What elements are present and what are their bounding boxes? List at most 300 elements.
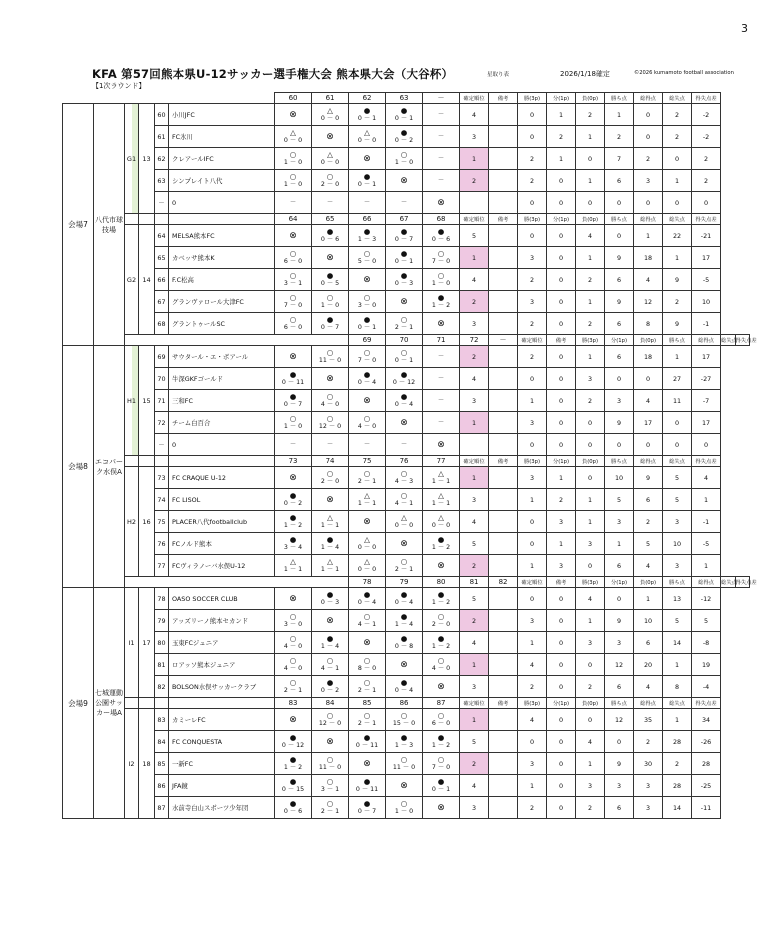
match-score: 2 － 1	[394, 565, 414, 573]
match-score: 0 － 3	[394, 279, 414, 287]
stat-w: 2	[518, 346, 547, 368]
opponent-number-header: 70	[386, 335, 423, 346]
stat-gf: 4	[634, 269, 663, 291]
match-result	[312, 368, 349, 390]
team-number: 68	[155, 313, 169, 335]
stat-w: 0	[518, 126, 547, 148]
remarks	[489, 269, 518, 291]
match-result	[312, 676, 349, 698]
remarks	[489, 797, 518, 819]
self-match-icon: ⊗	[400, 538, 408, 549]
stat-column-header: 勝(3p)	[518, 214, 547, 225]
match-result	[275, 148, 312, 170]
remarks	[489, 753, 518, 775]
result-mark: ●	[289, 754, 297, 764]
stat-l: 0	[576, 148, 605, 170]
team-number: 63	[155, 170, 169, 192]
match-result	[275, 588, 312, 610]
stat-pts: 0	[605, 731, 634, 753]
stat-ga: 3	[663, 511, 692, 533]
venue-name: 会場7	[63, 104, 94, 346]
stat-ga: 14	[663, 797, 692, 819]
match-result	[423, 467, 460, 489]
remarks	[489, 225, 518, 247]
result-mark: ○	[289, 248, 297, 258]
match-score: 0 － 1	[431, 785, 451, 793]
stat-column-header: 総失点	[721, 577, 735, 588]
opponent-number-header: 72	[460, 335, 489, 346]
final-rank: 3	[460, 390, 489, 412]
stat-w: 0	[518, 434, 547, 456]
match-result	[349, 368, 386, 390]
stat-gd: 0	[692, 192, 721, 214]
round-label: 【1次ラウンド】	[92, 82, 146, 90]
opponent-number-header: 87	[423, 698, 460, 709]
match-result	[349, 346, 386, 368]
result-mark: ●	[400, 127, 408, 137]
stat-ga: 3	[663, 555, 692, 577]
self-match-icon: ⊗	[289, 593, 297, 604]
stat-ga: 28	[663, 775, 692, 797]
stat-gf: 0	[634, 104, 663, 126]
match-score: 4 － 3	[394, 477, 414, 485]
remarks	[489, 412, 518, 434]
self-match-icon: ⊗	[400, 296, 408, 307]
final-rank	[460, 192, 489, 214]
match-score: 3 － 1	[320, 785, 340, 793]
result-mark: △	[364, 127, 370, 137]
remarks	[489, 588, 518, 610]
result-mark: ○	[326, 347, 334, 357]
match-result	[423, 434, 460, 456]
team-name: サウタール・エ・ボアール	[169, 346, 275, 368]
match-result	[349, 313, 386, 335]
result-mark: ●	[437, 589, 445, 599]
match-result	[275, 610, 312, 632]
venue-blank	[125, 577, 349, 588]
results-table	[62, 92, 757, 819]
match-result	[386, 225, 423, 247]
opponent-number-header: 62	[349, 93, 386, 104]
result-mark: ○	[363, 710, 371, 720]
stat-column-header: 確定順位	[460, 698, 489, 709]
opponent-number-header: 80	[423, 577, 460, 588]
stat-pts: 6	[605, 797, 634, 819]
opponent-number-header: 64	[275, 214, 312, 225]
self-match-icon: ⊗	[289, 714, 297, 725]
stat-w: 1	[518, 555, 547, 577]
match-score: 0 － 6	[431, 235, 451, 243]
stat-w: 3	[518, 753, 547, 775]
match-result	[349, 731, 386, 753]
stat-gf: 4	[634, 390, 663, 412]
result-mark: ●	[400, 732, 408, 742]
match-result	[386, 291, 423, 313]
team-number: 74	[155, 489, 169, 511]
result-mark: ○	[363, 677, 371, 687]
match-score: 0 － 0	[320, 114, 340, 122]
result-mark: ●	[289, 534, 297, 544]
match-result	[312, 610, 349, 632]
stat-pts: 0	[605, 192, 634, 214]
stat-l: 1	[576, 346, 605, 368]
match-result	[312, 192, 349, 214]
result-mark: ●	[326, 314, 334, 324]
stat-pts: 0	[605, 434, 634, 456]
match-score: 0 － 11	[355, 741, 379, 749]
result-mark: △	[327, 149, 333, 159]
stat-pts: 6	[605, 269, 634, 291]
team-number: 77	[155, 555, 169, 577]
match-result	[275, 225, 312, 247]
group-code: G1	[125, 104, 139, 214]
result-mark: ●	[437, 292, 445, 302]
match-score: 6 － 0	[283, 323, 303, 331]
match-score: 11 － 0	[318, 763, 342, 771]
result-mark: ○	[437, 248, 445, 258]
result-mark: ○	[289, 611, 297, 621]
stat-d: 0	[547, 610, 576, 632]
stat-gd: 17	[692, 346, 721, 368]
match-score: －	[437, 352, 445, 360]
match-result	[386, 555, 423, 577]
match-score: 0 － 1	[357, 323, 377, 331]
match-result	[349, 467, 386, 489]
result-mark: ●	[326, 226, 334, 236]
stat-pts: 3	[605, 775, 634, 797]
match-score: 0 － 11	[355, 785, 379, 793]
team-number: 87	[155, 797, 169, 819]
match-result	[349, 126, 386, 148]
group-no-blank	[139, 456, 155, 467]
stat-gd: 0	[692, 434, 721, 456]
stat-column-header: 総得点	[634, 214, 663, 225]
remarks	[489, 467, 518, 489]
opponent-number-header: 69	[349, 335, 386, 346]
stat-d: 0	[547, 709, 576, 731]
team-name: シンプレイト八代	[169, 170, 275, 192]
venue-blank	[125, 335, 349, 346]
final-rank: 1	[460, 148, 489, 170]
match-result	[386, 632, 423, 654]
stat-column-header: 確定順位	[460, 214, 489, 225]
final-rank: 4	[460, 632, 489, 654]
stat-w: 0	[518, 368, 547, 390]
group-number: 15	[139, 346, 155, 456]
match-score: 0 － 7	[394, 235, 414, 243]
team-number: 75	[155, 511, 169, 533]
result-mark: ○	[437, 655, 445, 665]
result-mark: △	[327, 105, 333, 115]
match-score: 0 － 1	[357, 180, 377, 188]
stat-w: 2	[518, 797, 547, 819]
stat-ga: 5	[663, 467, 692, 489]
stat-gd: -7	[692, 390, 721, 412]
match-result	[349, 170, 386, 192]
stat-w: 3	[518, 291, 547, 313]
page-number: 3	[741, 22, 748, 35]
match-score: －	[400, 440, 408, 448]
match-result	[386, 192, 423, 214]
match-score: 1 － 1	[320, 521, 340, 529]
match-score: 0 － 7	[320, 323, 340, 331]
stat-w: 3	[518, 247, 547, 269]
match-score: 6 － 0	[283, 257, 303, 265]
result-mark: ●	[437, 633, 445, 643]
result-mark: ○	[400, 347, 408, 357]
result-mark: ●	[363, 776, 371, 786]
stat-gd: -5	[692, 269, 721, 291]
match-result	[349, 412, 386, 434]
stat-gd: -5	[692, 533, 721, 555]
match-result	[386, 588, 423, 610]
team-column-blank	[169, 456, 275, 467]
match-result	[423, 291, 460, 313]
match-score: 3 － 4	[283, 543, 303, 551]
match-result	[275, 555, 312, 577]
opponent-number-header: 78	[349, 577, 386, 588]
opponent-number-header: 84	[312, 698, 349, 709]
stat-w: 2	[518, 269, 547, 291]
stat-gd: 2	[692, 148, 721, 170]
match-score: 3 － 1	[283, 279, 303, 287]
match-score: 3 － 0	[357, 301, 377, 309]
stat-pts: 6	[605, 346, 634, 368]
stat-column-header: 分(1p)	[547, 93, 576, 104]
match-result	[423, 148, 460, 170]
result-mark: ○	[326, 413, 334, 423]
final-rank: 1	[460, 654, 489, 676]
match-result	[386, 610, 423, 632]
opponent-number-header: 79	[386, 577, 423, 588]
stat-ga: 2	[663, 291, 692, 313]
result-mark: ●	[400, 391, 408, 401]
remarks	[489, 775, 518, 797]
final-rank: 2	[460, 555, 489, 577]
group-number: 17	[139, 588, 155, 698]
match-result	[386, 368, 423, 390]
match-score: －	[400, 198, 408, 206]
result-mark: ●	[363, 589, 371, 599]
stat-gf: 9	[634, 467, 663, 489]
result-mark: △	[364, 556, 370, 566]
match-score: －	[437, 374, 445, 382]
opponent-number-header: 68	[423, 214, 460, 225]
opponent-number-header: 67	[386, 214, 423, 225]
team-number: 82	[155, 676, 169, 698]
match-result	[386, 269, 423, 291]
match-score: 0 － 5	[320, 279, 340, 287]
match-result	[386, 104, 423, 126]
result-mark: ○	[363, 347, 371, 357]
result-mark: ○	[326, 292, 334, 302]
match-score: －	[437, 418, 445, 426]
team-row	[63, 533, 750, 555]
match-result	[386, 346, 423, 368]
group-code: H2	[125, 467, 139, 577]
stat-l: 0	[576, 192, 605, 214]
stat-d: 0	[547, 313, 576, 335]
result-mark: ●	[289, 512, 297, 522]
stat-pts: 0	[605, 368, 634, 390]
match-score: 15 － 0	[392, 719, 416, 727]
stat-pts: 9	[605, 753, 634, 775]
team-row	[63, 412, 750, 434]
self-match-icon: ⊗	[363, 516, 371, 527]
self-match-icon: ⊗	[400, 659, 408, 670]
result-mark: ●	[363, 226, 371, 236]
stat-w: 2	[518, 148, 547, 170]
stat-d: 2	[547, 126, 576, 148]
team-row	[63, 225, 750, 247]
match-result	[312, 654, 349, 676]
match-score: －	[289, 440, 297, 448]
match-result	[349, 797, 386, 819]
match-result	[312, 247, 349, 269]
self-match-icon: ⊗	[400, 175, 408, 186]
stat-column-header: 負(0p)	[634, 335, 663, 346]
result-mark: ○	[289, 677, 297, 687]
match-result	[423, 346, 460, 368]
match-score: 1 － 3	[394, 741, 414, 749]
stat-gf: 10	[634, 610, 663, 632]
stat-ga: 0	[663, 434, 692, 456]
team-number: 65	[155, 247, 169, 269]
group-code-blank	[125, 698, 139, 709]
match-score: 0 － 1	[394, 356, 414, 364]
stat-l: 1	[576, 753, 605, 775]
match-result	[275, 775, 312, 797]
opponent-number-header: 77	[423, 456, 460, 467]
team-name: 0	[169, 434, 275, 456]
stat-l: 0	[576, 555, 605, 577]
stat-ga: 0	[663, 148, 692, 170]
match-result	[349, 390, 386, 412]
self-match-icon: ⊗	[289, 109, 297, 120]
match-result	[312, 731, 349, 753]
opponent-number-header: 74	[312, 456, 349, 467]
group-code: I2	[125, 709, 139, 819]
stat-column-header: 得失点差	[735, 577, 749, 588]
match-score: 0 － 4	[394, 686, 414, 694]
stat-w: 4	[518, 654, 547, 676]
stat-gd: 1	[692, 489, 721, 511]
stat-ga: 2	[663, 104, 692, 126]
stat-column-header: 総得点	[692, 335, 721, 346]
match-result	[275, 247, 312, 269]
match-result	[349, 148, 386, 170]
self-match-icon: ⊗	[363, 395, 371, 406]
team-number: 80	[155, 632, 169, 654]
match-result	[275, 753, 312, 775]
match-score: －	[437, 132, 445, 140]
final-rank	[460, 434, 489, 456]
match-result	[386, 533, 423, 555]
self-match-icon: ⊗	[326, 615, 334, 626]
stat-column-header: 総失点	[663, 698, 692, 709]
result-mark: ○	[400, 468, 408, 478]
team-row	[63, 126, 750, 148]
match-result	[349, 104, 386, 126]
match-score: 1 － 2	[431, 301, 451, 309]
stat-l: 0	[576, 434, 605, 456]
board-label: 星取り表	[487, 72, 510, 78]
stat-column-header: 勝ち点	[663, 577, 692, 588]
team-row	[63, 467, 750, 489]
stat-gf: 2	[634, 511, 663, 533]
stat-ga: 5	[663, 489, 692, 511]
result-mark: ●	[289, 776, 297, 786]
stat-d: 0	[547, 731, 576, 753]
match-result	[349, 269, 386, 291]
stat-l: 0	[576, 467, 605, 489]
match-result	[312, 269, 349, 291]
result-mark: ●	[437, 226, 445, 236]
result-mark: ●	[400, 611, 408, 621]
team-name: 水前寺白山スポーツ少年団	[169, 797, 275, 819]
match-score: 1 － 3	[357, 235, 377, 243]
result-mark: ○	[363, 611, 371, 621]
result-mark: ●	[400, 677, 408, 687]
stat-column-header: 確定順位	[460, 456, 489, 467]
result-mark: ○	[363, 468, 371, 478]
stat-d: 0	[547, 247, 576, 269]
match-result	[312, 632, 349, 654]
match-score: 12 － 0	[318, 422, 342, 430]
result-mark: ●	[363, 314, 371, 324]
match-score: 2 － 1	[320, 807, 340, 815]
match-score: 0 － 12	[281, 741, 305, 749]
result-mark: ○	[289, 270, 297, 280]
match-score: 6 － 0	[431, 719, 451, 727]
match-score: 2 － 1	[357, 686, 377, 694]
match-score: 1 － 0	[283, 180, 303, 188]
stat-d: 0	[547, 588, 576, 610]
final-rank: 5	[460, 533, 489, 555]
match-score: 4 － 0	[320, 400, 340, 408]
match-score: 11 － 0	[318, 356, 342, 364]
stat-ga: 1	[663, 247, 692, 269]
match-score: 4 － 0	[283, 664, 303, 672]
stat-gd: -11	[692, 797, 721, 819]
match-result	[386, 390, 423, 412]
stat-column-header: 得失点差	[692, 456, 721, 467]
stat-w: 1	[518, 489, 547, 511]
stat-gf: 4	[634, 555, 663, 577]
match-result	[386, 247, 423, 269]
result-mark: ○	[326, 754, 334, 764]
team-no-blank	[155, 214, 169, 225]
result-mark: ○	[400, 556, 408, 566]
stat-gd: 5	[692, 610, 721, 632]
team-name: JFA鏡	[169, 775, 275, 797]
team-row	[63, 247, 750, 269]
stat-gd: -21	[692, 225, 721, 247]
match-result	[312, 511, 349, 533]
self-match-icon: ⊗	[326, 252, 334, 263]
stat-column-header: 総失点	[663, 456, 692, 467]
stat-d: 0	[547, 775, 576, 797]
team-number: 79	[155, 610, 169, 632]
final-rank: 4	[460, 368, 489, 390]
remarks	[489, 390, 518, 412]
result-mark: ●	[400, 226, 408, 236]
stat-gf: 12	[634, 291, 663, 313]
stat-pts: 1	[605, 533, 634, 555]
match-score: 7 － 0	[431, 763, 451, 771]
match-score: 0 － 2	[394, 136, 414, 144]
self-match-icon: ⊗	[363, 153, 371, 164]
